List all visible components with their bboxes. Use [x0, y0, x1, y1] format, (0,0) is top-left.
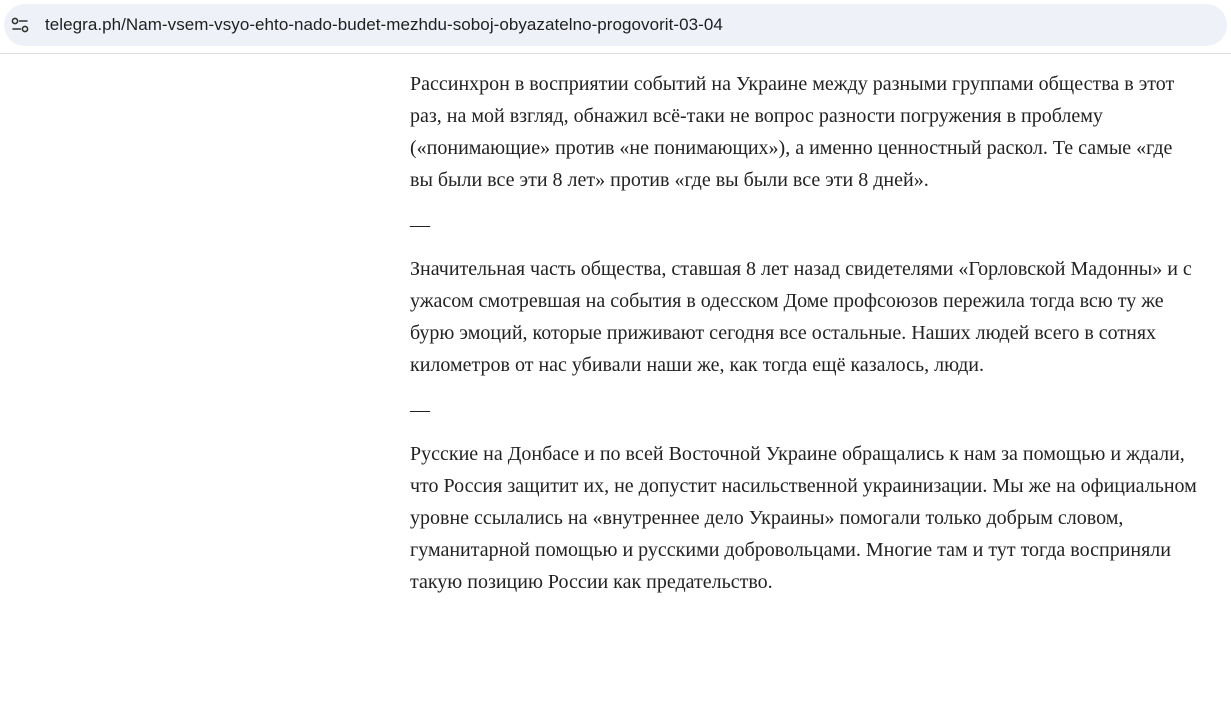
url-text[interactable]: telegra.ph/Nam-vsem-vsyo-ehto-nado-budet-mezhdu-soboj-obyazatelno-progovorit-03-04	[45, 15, 723, 34]
tune-icon[interactable]	[4, 9, 36, 41]
site-info-svg	[10, 15, 30, 35]
separator-dash-1: —	[410, 214, 430, 236]
paragraph-3: Русские на Донбасе и по всей Восточной Украине обращались к нам за помощью и ждали, что Россия защитит их, не допустит насильственной украинизации. Мы же на официальном уровне ссылались на «внутреннее дело Украины» помогали только добрым словом, гуманитарной помощью и русскими добровольцами. Многие там и тут тогда восприняли такую позицию России как предательство.	[410, 443, 1197, 593]
separator-dash-2: —	[410, 399, 430, 421]
address-bar[interactable]	[4, 4, 1227, 46]
paragraph-2: Значительная часть общества, ставшая 8 лет назад свидетелями «Горловской Мадонны» и с ужасом смотревшая на события в одесском Доме профсоюзов пережила тогда всю ту же бурю эмоций, которые приживают сегодня все остальные. Наших людей всего в сотнях километров от нас убивали наши же, как тогда ещё казалось, люди.	[410, 258, 1192, 376]
browser-toolbar	[0, 0, 1231, 54]
paragraph-1: Рассинхрон в восприятии событий на Украине между разными группами общества в этот раз, на мой взгляд, обнажил всё-таки не вопрос разности погружения в проблему («понимающие» против «не понимающих»), а именно ценностный раскол. Те самые «где вы были все эти 8 лет» против «где вы были все эти 8 дней».	[410, 73, 1175, 191]
article-body	[410, 68, 1200, 598]
